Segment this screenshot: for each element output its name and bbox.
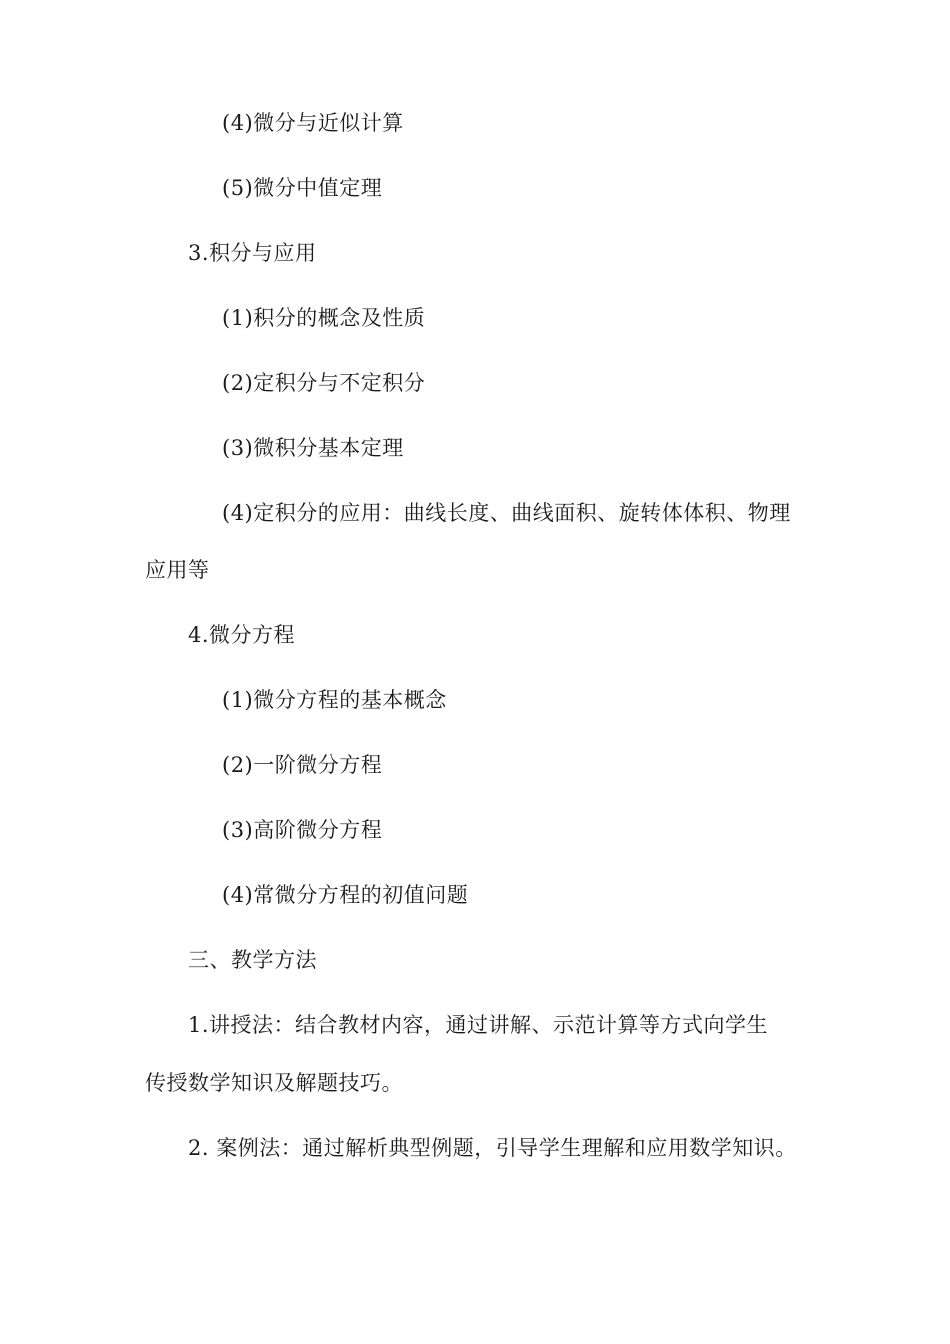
text-line: 2. 案例法：通过解析典型例题，引导学生理解和应用数学知识。: [188, 1136, 797, 1160]
section-heading: 3.积分与应用: [188, 241, 317, 265]
section-heading: 4.微分方程: [188, 623, 296, 647]
chapter-heading: 三、教学方法: [188, 948, 317, 972]
text-line: (4)微分与近似计算: [222, 111, 404, 135]
text-line: (5)微分中值定理: [222, 176, 383, 200]
text-line: (3)微积分基本定理: [222, 436, 404, 460]
text-line: 传授数学知识及解题技巧。: [145, 1071, 403, 1095]
text-line: (4)常微分方程的初值问题: [222, 883, 469, 907]
text-line: (3)高阶微分方程: [222, 818, 383, 842]
text-line: (1)积分的概念及性质: [222, 306, 426, 330]
text-line: 1.讲授法：结合教材内容，通过讲解、示范计算等方式向学生: [188, 1013, 769, 1037]
text-line: (2)定积分与不定积分: [222, 371, 426, 395]
text-line: (2)一阶微分方程: [222, 753, 383, 777]
text-line: (4)定积分的应用：曲线长度、曲线面积、旋转体体积、物理: [222, 501, 791, 525]
text-line: 应用等: [145, 558, 210, 582]
text-line: (1)微分方程的基本概念: [222, 688, 447, 712]
